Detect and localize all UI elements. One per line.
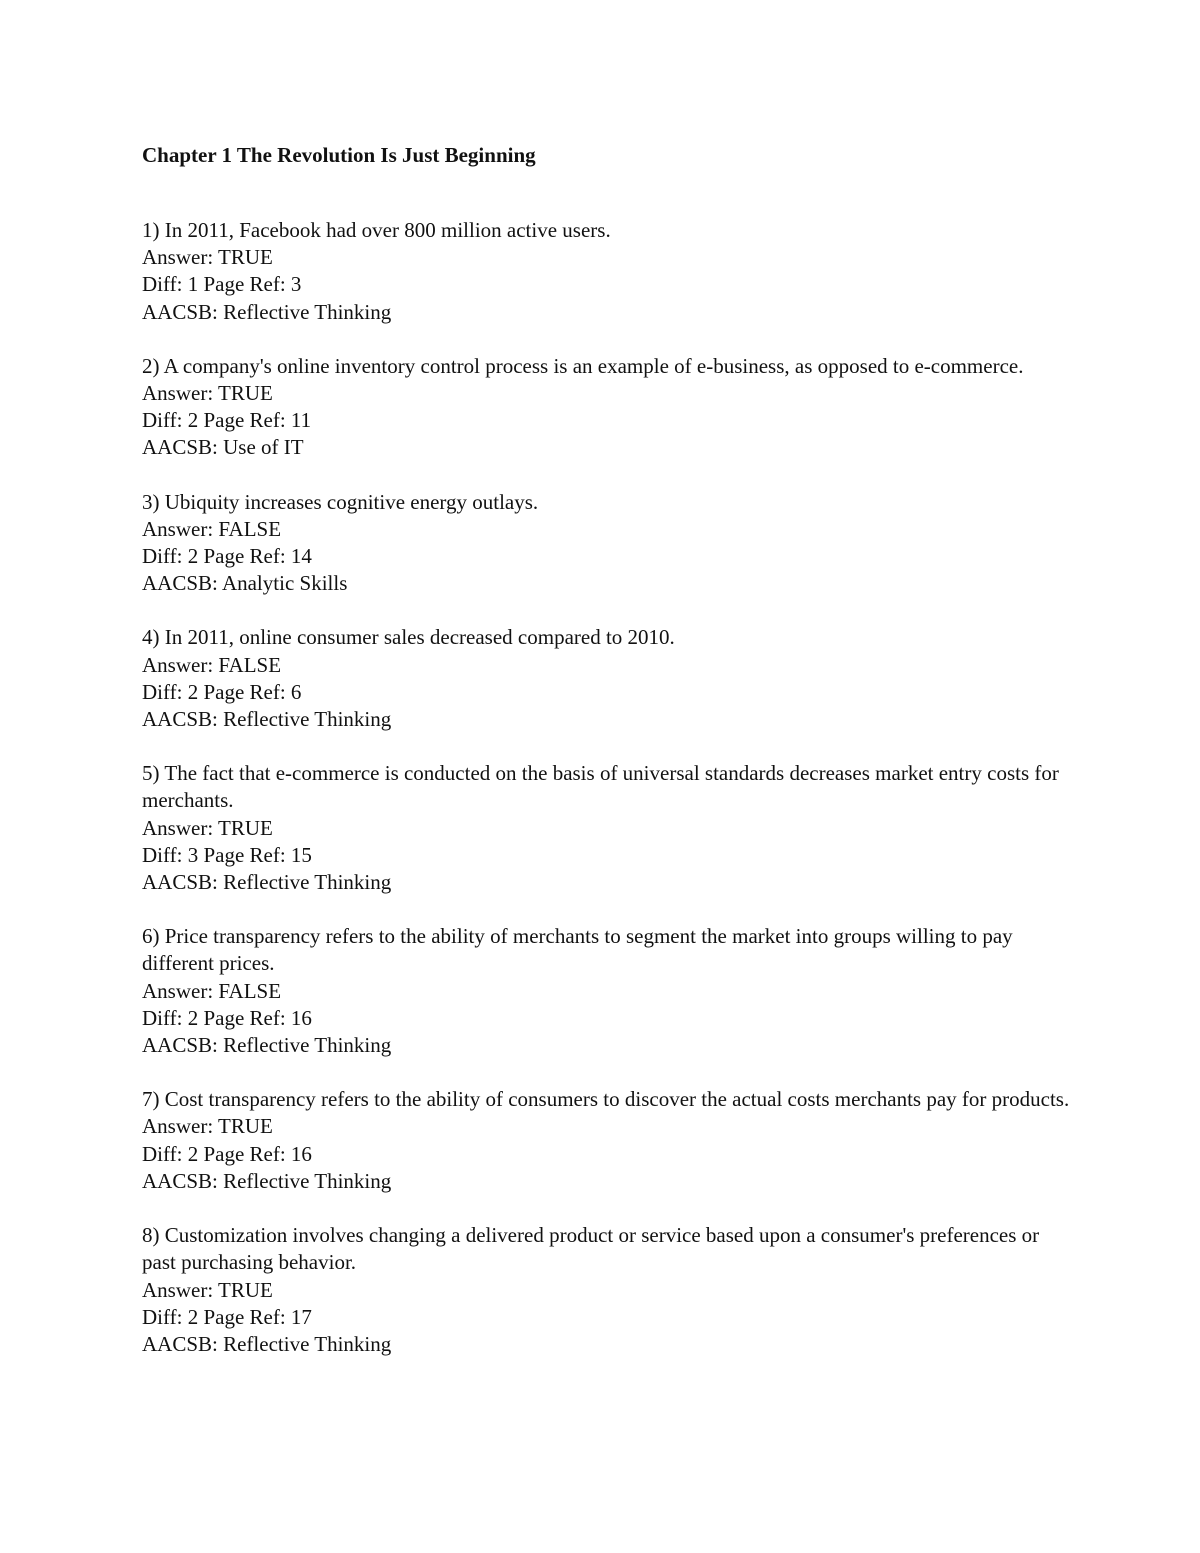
- difficulty-line: Diff: 2 Page Ref: 11: [142, 408, 312, 433]
- difficulty-line: Diff: 2 Page Ref: 17: [142, 1304, 312, 1329]
- question-block-7: [142, 1086, 1072, 1195]
- answer-line: Answer: TRUE: [142, 815, 273, 840]
- aacsb-line: AACSB: Use of IT: [142, 435, 304, 460]
- question-block-8: [142, 1222, 1072, 1358]
- question-block-5: [142, 760, 1072, 896]
- aacsb-line: AACSB: Reflective Thinking: [142, 299, 392, 324]
- question-text: 4) In 2011, online consumer sales decreased compared to 2010.: [142, 625, 675, 650]
- question-block-4: [142, 624, 1072, 733]
- answer-line: Answer: FALSE: [142, 978, 282, 1003]
- aacsb-line: AACSB: Reflective Thinking: [142, 1331, 392, 1356]
- aacsb-line: AACSB: Reflective Thinking: [142, 707, 392, 732]
- aacsb-line: AACSB: Reflective Thinking: [142, 870, 392, 895]
- difficulty-line: Diff: 3 Page Ref: 15: [142, 842, 312, 867]
- question-text: 3) Ubiquity increases cognitive energy outlays.: [142, 489, 539, 514]
- question-block-2: [142, 353, 1072, 462]
- chapter-title: Chapter 1 The Revolution Is Just Beginning: [142, 143, 536, 167]
- difficulty-line: Diff: 2 Page Ref: 14: [142, 544, 312, 569]
- question-text: 8) Customization involves changing a delivered product or service based upon a consumer's preferences or past purchasing behavior.: [142, 1223, 1040, 1275]
- aacsb-line: AACSB: Reflective Thinking: [142, 1168, 392, 1193]
- difficulty-line: Diff: 2 Page Ref: 6: [142, 679, 302, 704]
- document-content: [142, 140, 1072, 1385]
- aacsb-line: AACSB: Reflective Thinking: [142, 1033, 392, 1058]
- answer-line: Answer: TRUE: [142, 245, 273, 270]
- question-block-3: [142, 489, 1072, 598]
- answer-line: Answer: FALSE: [142, 516, 282, 541]
- question-text: 1) In 2011, Facebook had over 800 million active users.: [142, 218, 611, 242]
- aacsb-line: AACSB: Analytic Skills: [142, 571, 348, 596]
- question-block-1: [142, 217, 1072, 326]
- difficulty-line: Diff: 2 Page Ref: 16: [142, 1141, 312, 1166]
- answer-line: Answer: TRUE: [142, 1277, 273, 1302]
- answer-line: Answer: TRUE: [142, 1114, 273, 1139]
- question-block-6: [142, 923, 1072, 1059]
- question-text: 5) The fact that e-commerce is conducted on the basis of universal standards decreases market entry costs for merchants.: [142, 761, 1059, 813]
- difficulty-line: Diff: 2 Page Ref: 16: [142, 1005, 312, 1030]
- question-text: 7) Cost transparency refers to the ability of consumers to discover the actual costs merchants pay for products.: [142, 1087, 1070, 1112]
- answer-line: Answer: FALSE: [142, 652, 282, 677]
- question-text: 6) Price transparency refers to the ability of merchants to segment the market into groups willing to pay different prices.: [142, 924, 1013, 976]
- difficulty-line: Diff: 1 Page Ref: 3: [142, 272, 302, 297]
- answer-line: Answer: TRUE: [142, 381, 273, 406]
- question-text: 2) A company's online inventory control process is an example of e-business, as opposed to e-commerce.: [142, 353, 1024, 378]
